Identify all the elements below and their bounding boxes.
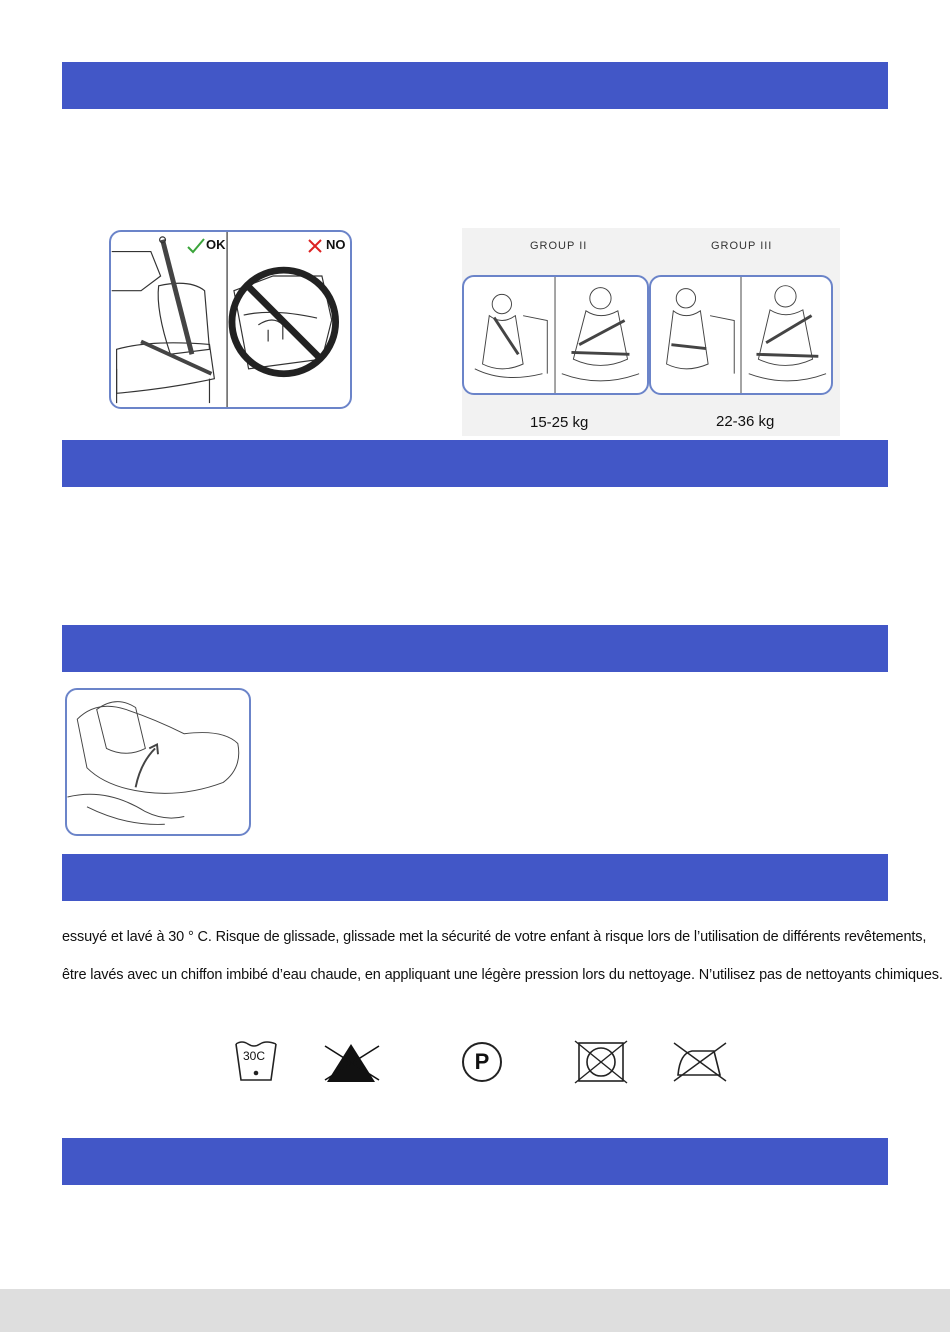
check-icon <box>187 238 205 254</box>
group-figure <box>462 228 840 436</box>
dry-clean-p-icon <box>462 1042 502 1082</box>
group3-illustration <box>649 275 833 395</box>
section-header-bar-1 <box>62 62 888 109</box>
dry-clean-label: P <box>474 1049 490 1074</box>
wash-30-icon <box>234 1040 278 1082</box>
section-header-bar-3 <box>62 625 888 672</box>
section-header-bar-5 <box>62 1138 888 1185</box>
group2-weight: 15-25 kg <box>530 414 589 431</box>
section-header-bar-4 <box>62 854 888 901</box>
group3-label: GROUP III <box>711 240 773 252</box>
no-tumble-dry-icon <box>573 1039 629 1085</box>
cover-removal-figure <box>65 688 251 836</box>
wash-temp-label: 30C <box>243 1049 266 1063</box>
section-header-bar-2 <box>62 440 888 487</box>
seat-belt-sketch <box>111 232 350 407</box>
no-bleach-icon <box>323 1040 381 1084</box>
care-text-line-1: essuyé et lavé à 30 ° C. Risque de glissade, glissade met la sécurité de votre enfant à risque lors de l’utilisation de différents revêtements, <box>62 929 927 945</box>
page-footer-band <box>0 1289 950 1332</box>
no-label: NO <box>326 237 346 252</box>
group2-illustration <box>462 275 649 395</box>
no-iron-icon <box>670 1039 728 1085</box>
group3-weight: 22-36 kg <box>716 413 775 430</box>
ok-label: OK <box>206 237 226 252</box>
care-text-line-2: être lavés avec un chiffon imbibé d’eau chaude, en appliquant une légère pression lors du nettoyage. N’utilisez pas de nettoyants chimiques. <box>62 967 943 983</box>
group2-label: GROUP II <box>530 240 588 252</box>
seat-belt-figure <box>109 230 352 409</box>
cross-icon <box>308 239 322 253</box>
